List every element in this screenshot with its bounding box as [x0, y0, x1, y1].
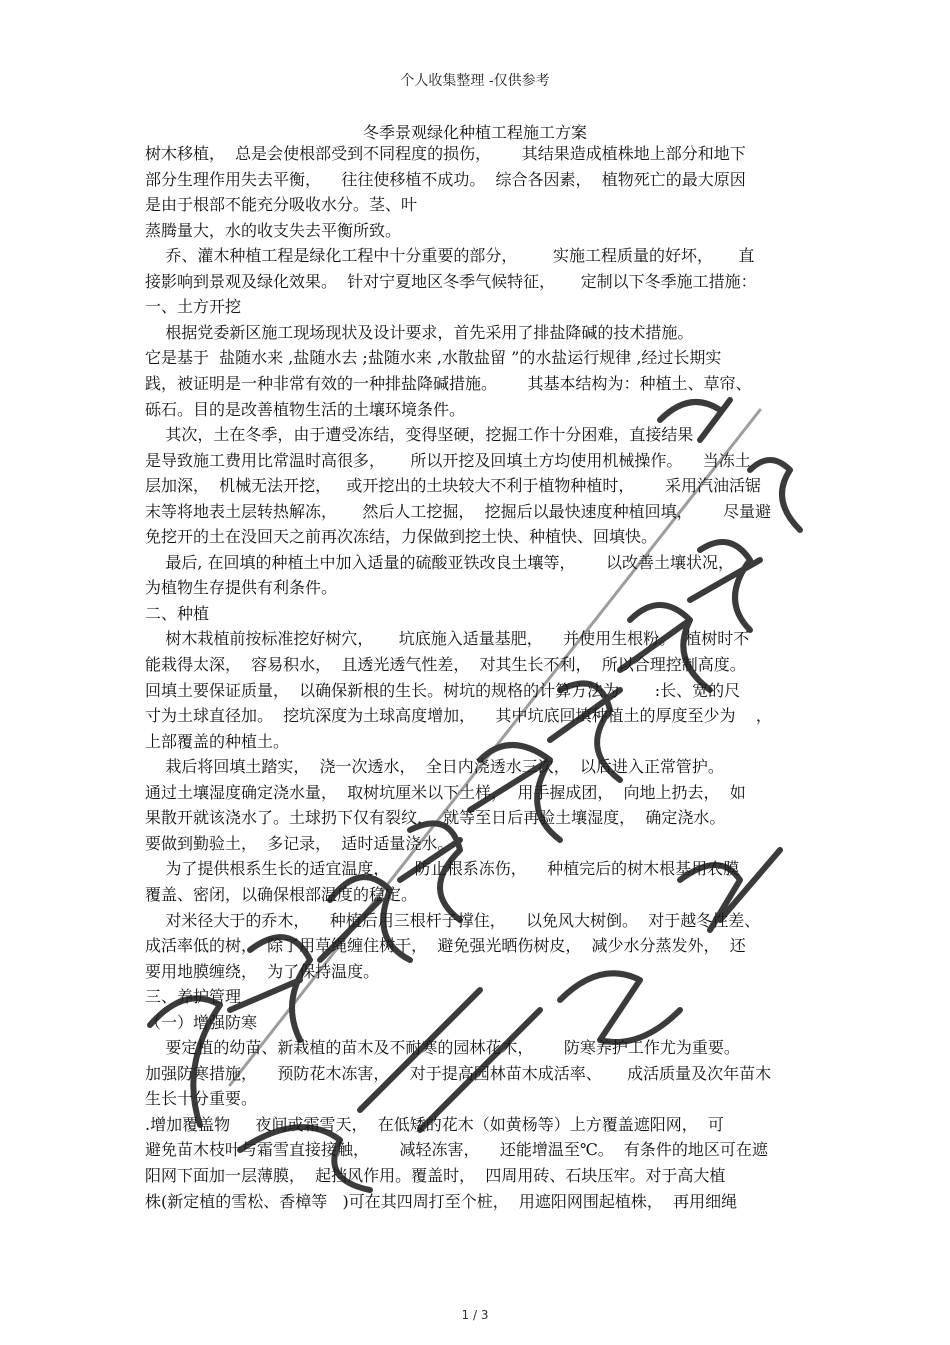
body-line: 寸为土球直径加。 挖坑深度为土球高度增加， 其中坑底回填种植土的厚度至少为 ， [145, 706, 772, 726]
body-line: 通过土壤湿度确定浇水量， 取树坑厘米以下土样， 用手握成团， 向地上扔去， 如 [145, 782, 746, 802]
body-line: 栽后将回填土踏实， 浇一次透水， 全日内浇透水三次， 以后进入正常管护。 [145, 757, 724, 777]
body-line: 乔、灌木种植工程是绿化工程中十分重要的部分， 实施工程质量的好坏， 直 [145, 246, 755, 266]
body-line: 部分生理作用失去平衡， 往往使移植不成功。 综合各因素， 植物死亡的最大原因 [145, 169, 746, 189]
body-line: 避免苗木枝叶与霜雪直接接触， 减轻冻害， 还能增温至℃。 有条件的地区可在遮 [145, 1140, 768, 1160]
body-line: 覆盖、密闭，以确保根部温度的稳定。 [145, 884, 418, 904]
body-line: 末等将地表土层转热解冻， 然后人工挖掘， 挖掘后以最快速度种植回填， 尽量避 [145, 501, 772, 521]
body-line: 为了提供根系生长的适宜温度， 防止根系冻伤， 种植完后的树木根基用农膜 [145, 859, 740, 879]
body-line: 要定植的幼苗、新栽植的苗木及不耐寒的园林花木， 防寒养护工作尤为重要。 [145, 1038, 740, 1058]
body-line: 树木移植， 总是会使根部受到不同程度的损伤， 其结果造成植株地上部分和地下 [145, 144, 746, 163]
body-line: 生长十分重要。 [145, 1089, 258, 1109]
body-line: 对米径大于的乔木， 种植后用三根杆子撑住， 以免风大树倒。 对于越冬性差、 [145, 910, 761, 930]
body-line: 株(新定植的雪松、香樟等 )可在其四周打至个桩， 用遮阳网围起植株， 再用细绳 [145, 1191, 738, 1211]
body-line: 回填土要保证质量， 以确保新根的生长。树坑的规格的计算方法为 :长、宽的尺 [145, 680, 741, 700]
body-line: 蒸腾量大，水的收支失去平衡所致。 [145, 220, 402, 240]
body-line: 树木栽植前按标准挖好树穴， 坑底施入适量基肥， 并使用生根粉。 植树时不 [145, 629, 750, 649]
body-line: 是由于根部不能充分吸收水分。茎、叶 [145, 195, 418, 215]
body-line: 免挖开的土在没回天之前再次冻结，力保做到挖土快、种植快、回填快。 [145, 527, 658, 547]
body-line: 一、土方开挖 [145, 297, 242, 317]
body-line: 要用地膜缠绕， 为了保持温度。 [145, 961, 380, 981]
body-line: 其次，土在冬季，由于遭受冻结，变得坚硬，挖掘工作十分困难，直接结果 [145, 425, 694, 445]
body-line: 是导致施工费用比常温时高很多， 所以开挖及回填土方均使用机械操作。 当冻土 [145, 450, 751, 470]
body-line: 最后, 在回填的种植土中加入适量的硫酸亚铁改良土壤等， 以改善土壤状况， [145, 552, 735, 572]
body-line: 三、养护管理 [145, 987, 242, 1007]
body-line: 加强防寒措施， 预防花木冻害， 对于提高园林苗木成活率、 成活质量及次年苗木 [145, 1063, 772, 1083]
body-line: 层加深， 机械无法开挖， 或开挖出的土块较大不利于植物种植时， 采用汽油活锯 [145, 476, 761, 496]
body-line: 它是基于 盐随水来 ,盐随水去 ;盐随水来 ,水散盐留 ”的水盐运行规律 ,经过长期实 [145, 348, 722, 368]
body-line: 二、种植 [145, 603, 210, 623]
body-line: 成活率低的树， 除了用草绳缠住树干， 避免强光晒伤树皮， 减少水分蒸发外， 还 [145, 936, 746, 956]
body-line: 为植物生存提供有利条件。 [145, 578, 338, 598]
body-line: 上部覆盖的种植土。 [145, 731, 290, 751]
body-line: 能栽得太深， 容易积水， 且透光透气性差， 对其生长不利， 所以合理控制高度。 [145, 655, 746, 674]
body-line: 根据党委新区施工现场现状及设计要求，首先采用了排盐降碱的技术措施。 [145, 322, 694, 342]
body-line: 接影响到景观及绿化效果。 针对宁夏地区冬季气候特征， 定制以下冬季施工措施： [145, 271, 757, 291]
body-line: 阳网下面加一层薄膜， 起挡风作用。覆盖时， 四周用砖、石块压牢。对于高大植 [145, 1166, 726, 1185]
body-line: 践，被证明是一种非常有效的一种排盐降碱措施。 其基本结构为：种植土、草帘、 [145, 373, 752, 393]
document-title: 冬季景观绿化种植工程施工方案 [362, 123, 587, 142]
body-line: 要做到勤验土， 多记录， 适时适量浇水。 [145, 833, 454, 853]
body-line: （一）增强防寒 [145, 1012, 258, 1032]
body-line: 砾石。目的是改善植物生活的土壤环境条件。 [145, 399, 466, 419]
page-number: 1 / 3 [461, 1308, 489, 1322]
page-header: 个人收集整理 -仅供参考 [400, 73, 550, 89]
body-line: .增加覆盖物 夜间或霜雪天， 在低矮的花木（如黄杨等）上方覆盖遮阳网， 可 [145, 1114, 724, 1134]
body-line: 果散开就该浇水了。土球扔下仅有裂纹， 就等至日后再验土壤湿度， 确定浇水。 [145, 808, 726, 828]
